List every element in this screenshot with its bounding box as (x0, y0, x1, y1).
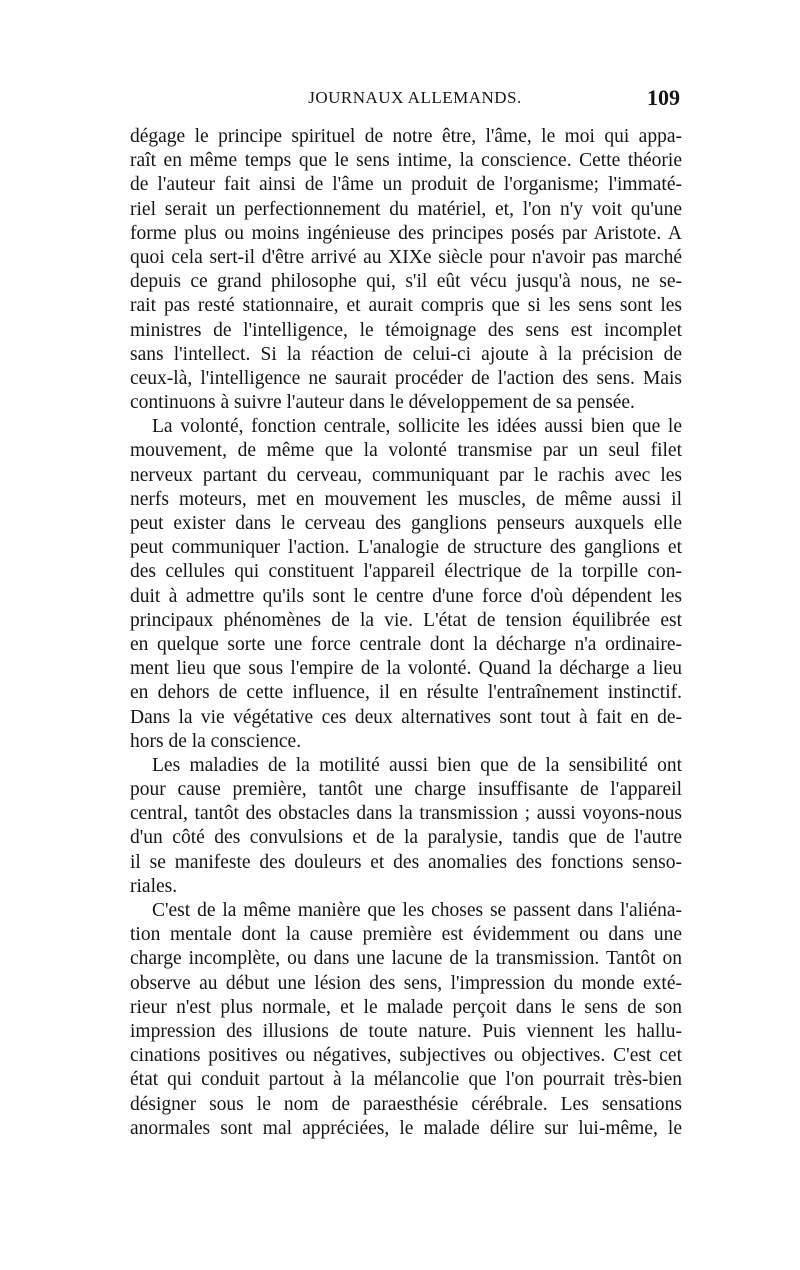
page-number: 109 (647, 85, 680, 110)
text-line: charge incomplète, ou dans une lacune de la transmission. Tantôt on (130, 948, 682, 970)
text-line: quoi cela sert-il d'être arrivé au XIXe siècle pour n'avoir pas marché (130, 246, 682, 268)
text-line: nerfs moteurs, met en mouvement les muscles, de même aussi il (130, 488, 682, 510)
text-line: observe au début une lésion des sens, l'impression du monde exté- (130, 972, 682, 994)
text-line: riales. (130, 875, 178, 897)
text-line: peut exister dans le cerveau des ganglions penseurs auxquels elle (130, 513, 682, 534)
text-line: central, tantôt des obstacles dans la transmission ; aussi voyons-nous (130, 803, 682, 825)
text-line: de l'auteur fait ainsi de l'âme un produit de l'organisme; l'immaté- (130, 174, 682, 196)
text-line: tion mentale dont la cause première est évidemment ou dans une (130, 924, 682, 946)
text-line: peut communiquer l'action. L'analogie de structure des ganglions et (130, 537, 682, 559)
text-line: des cellules qui constituent l'appareil électrique de la torpille con- (130, 561, 682, 583)
text-line: cinations positives ou négatives, subjectives ou objectives. C'est cet (130, 1045, 682, 1067)
text-line: pour cause première, tantôt une charge insuffisante de l'appareil (130, 779, 682, 801)
text-line: état qui conduit partout à la mélancolie que l'on pourrait très-bien (130, 1069, 682, 1091)
text-line: nerveux partant du cerveau, communiquant par le rachis avec les (130, 464, 682, 486)
text-line: il se manifeste des douleurs et des anomalies des fonctions senso- (130, 851, 682, 873)
text-line: duit à admettre qu'ils sont le centre d'une force d'où dépendent les (130, 585, 682, 607)
text-line: d'un côté des convulsions et de la paralysie, tandis que de l'autre (130, 827, 682, 849)
text-line: ceux-là, l'intelligence ne saurait procéder de l'action des sens. Mais (130, 367, 682, 389)
text-line: mouvement, de même que la volonté transmise par un seul filet (130, 440, 682, 462)
page-header (130, 85, 680, 118)
text-line: en dehors de cette influence, il en résulte l'entraînement instinctif. (130, 682, 682, 704)
text-line: rait pas resté stationnaire, et aurait compris que si les sens sont les (130, 295, 682, 317)
text-line: riel serait un perfectionnement du matériel, et, l'on n'y voit qu'une (130, 198, 682, 220)
text-line: Les maladies de la motilité aussi bien que de la sensibilité ont (152, 754, 682, 776)
text-line: La volonté, fonction centrale, sollicite les idées aussi bien que le (152, 416, 682, 438)
text-line: désigner sous le nom de paraesthésie cérébrale. Les sensations (130, 1093, 682, 1115)
text-line: Dans la vie végétative ces deux alternatives sont tout à fait en de- (130, 706, 682, 728)
text-line: hors de la conscience. (130, 730, 302, 752)
text-line: principaux phénomènes de la vie. L'état de tension équilibrée est (130, 609, 682, 631)
body-text (130, 125, 682, 1141)
text-line: forme plus ou moins ingénieuse des principes posés par Aristote. A (130, 222, 682, 244)
running-head: JOURNAUX ALLEMANDS. (308, 88, 522, 107)
text-line: ministres de l'intelligence, le témoignage des sens est incomplet (130, 319, 682, 341)
text-line: rieur n'est plus normale, et le malade perçoit dans le sens de son (130, 996, 682, 1018)
text-line: continuons à suivre l'auteur dans le développement de sa pensée. (130, 392, 635, 414)
text-line: anormales sont mal appréciées, le malade délire sur lui-même, le (130, 1117, 682, 1139)
text-line: sans l'intellect. Si la réaction de celui-ci ajoute à la précision de (130, 343, 682, 365)
text-line: dégage le principe spirituel de notre être, l'âme, le moi qui appa- (130, 126, 682, 147)
text-line: en quelque sorte une force centrale dont la décharge n'a ordinaire- (130, 633, 682, 655)
text-line: C'est de la même manière que les choses se passent dans l'aliéna- (152, 900, 682, 921)
text-line: impression des illusions de toute nature. Puis viennent les hallu- (130, 1020, 682, 1042)
text-line: depuis ce grand philosophe qui, s'il eût vécu jusqu'à nous, ne se- (130, 271, 682, 293)
text-line: raît en même temps que le sens intime, la conscience. Cette théorie (130, 150, 682, 172)
text-line: ment lieu que sous l'empire de la volonté. Quand la décharge a lieu (130, 658, 682, 680)
